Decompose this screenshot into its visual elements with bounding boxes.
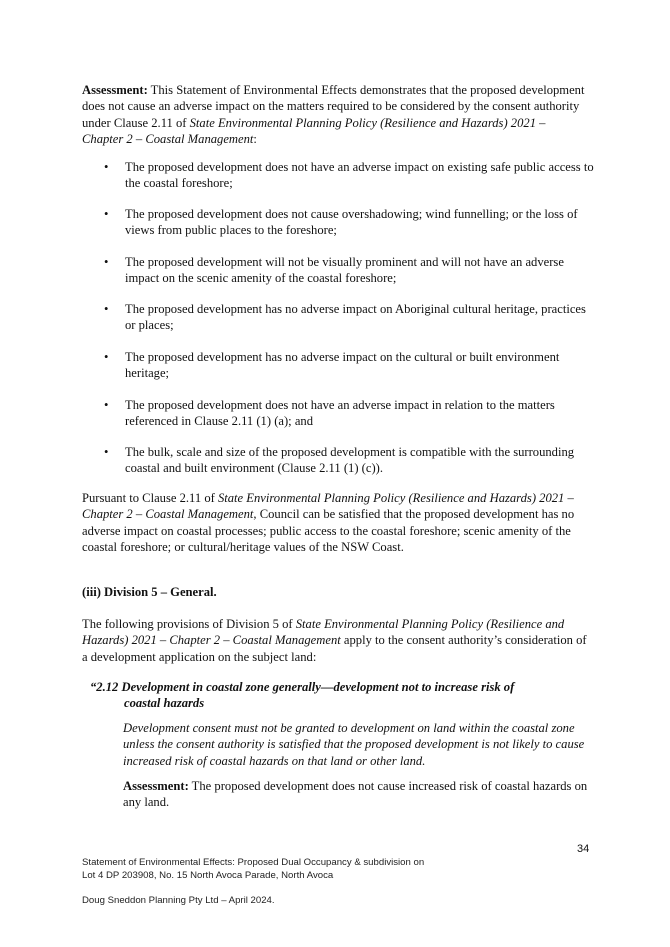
clause-assessment-label: Assessment:	[123, 779, 189, 793]
bullet-item: The proposed development has no adverse impact on the cultural or built environment heritage;	[125, 350, 560, 381]
division-heading: (iii) Division 5 – General.	[82, 585, 217, 599]
bullet-symbol: •	[104, 207, 109, 221]
bullet-symbol: •	[104, 302, 109, 316]
bullet-symbol: •	[104, 445, 109, 459]
bullet-item: The proposed development does not cause overshadowing; wind funnelling; or the loss of views from public places to the foreshore;	[125, 207, 578, 238]
assessment-text-a: This Statement of Environmental Effects demonstrates that the proposed development does not cause an adverse impact on the matters required to be considered by the consent authority under Clause 2.11 of	[82, 83, 585, 130]
assessment-policy-title: State Environmental Planning Policy (Resilience and Hazards) 2021 – Chapter 2 – Coastal Management	[82, 115, 546, 146]
footer-line1: Statement of Environmental Effects: Proposed Dual Occupancy & subdivision on	[82, 857, 425, 868]
bullet-symbol: •	[104, 398, 109, 412]
provisions-policy-title: State Environmental Planning Policy (Resilience and Hazards) 2021 – Chapter 2 – Coastal Management	[82, 617, 565, 648]
pursuant-policy-title: State Environmental Planning Policy (Resilience and Hazards) 2021 – Chapter 2 – Coastal Management	[82, 491, 574, 522]
page-number: 34	[577, 843, 590, 855]
clause-body: Development consent must not be granted to development on land within the coastal zone unless the consent authority is satisfied that the proposed development is not likely to cause increased risk of coastal hazards on that land or other land.	[123, 721, 585, 768]
clause-assessment	[123, 778, 593, 811]
provisions-paragraph	[82, 616, 587, 665]
pursuant-text-a: Pursuant to Clause 2.11 of	[82, 491, 218, 505]
footer-line3: Doug Sneddon Planning Pty Ltd – April 2024.	[82, 895, 275, 906]
clause-heading-line2: coastal hazards	[124, 696, 205, 711]
bullet-item: The proposed development has no adverse impact on Aboriginal cultural heritage, practices or places;	[125, 302, 586, 333]
bullet-symbol: •	[104, 160, 109, 174]
clause-heading-line1: “2.12 Development in coastal zone generally—development not to increase risk of	[90, 680, 515, 694]
footer-line2: Lot 4 DP 203908, No. 15 North Avoca Parade, North Avoca	[82, 870, 334, 881]
provisions-text-a: The following provisions of Division 5 of	[82, 617, 296, 631]
bullet-symbol: •	[104, 255, 109, 269]
pursuant-paragraph	[82, 490, 587, 555]
bullet-item: The proposed development does not have an adverse impact in relation to the matters referenced in Clause 2.11 (1) (a); and	[125, 398, 555, 429]
bullet-symbol: •	[104, 350, 109, 364]
assessment-label: Assessment:	[82, 83, 148, 97]
provisions-text-b: apply to the consent authority’s consideration of a development application on the subject land:	[82, 633, 587, 664]
assessment-text-b: :	[253, 131, 257, 146]
bullet-item: The proposed development will not be visually prominent and will not have an adverse impact on the scenic amenity of the coastal foreshore;	[125, 255, 564, 286]
assessment-paragraph	[82, 82, 587, 147]
bullet-item: The bulk, scale and size of the proposed development is compatible with the surrounding coastal and built environment (Clause 2.11 (1) (c)).	[125, 445, 575, 476]
clause-assessment-text: The proposed development does not cause increased risk of coastal hazards on any land.	[123, 779, 588, 810]
bullet-item: The proposed development does not have an adverse impact on existing safe public access to the coastal foreshore;	[125, 160, 594, 191]
pursuant-text-b: , Council can be satisfied that the proposed development has no adverse impact on coastal processes; public access to the coastal foreshore; scenic amenity of the coastal foreshore; or cultural/heritage values of the NSW Coast.	[82, 507, 575, 554]
clause-heading	[90, 679, 590, 712]
